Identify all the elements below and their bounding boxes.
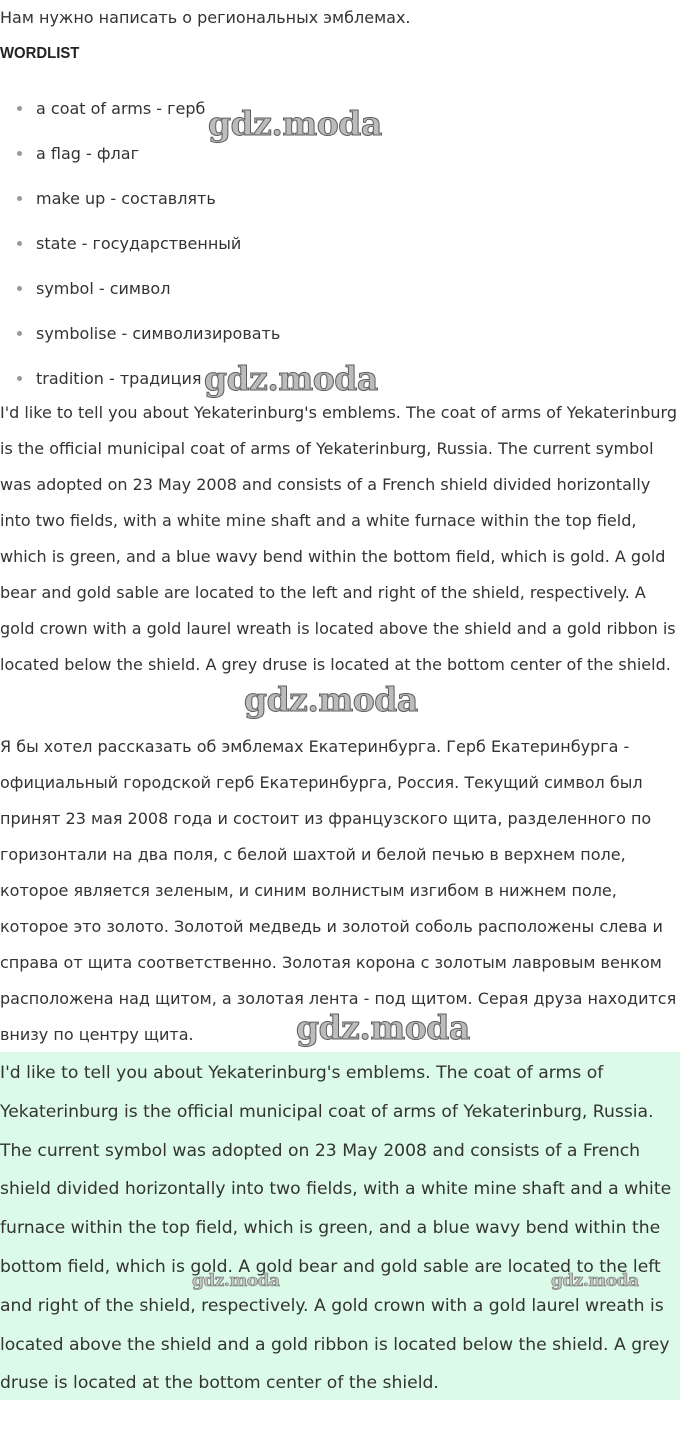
bullet-icon — [17, 106, 22, 111]
list-item — [0, 86, 280, 131]
wordlist-heading: WORDLIST — [0, 45, 80, 62]
list-item-text: state - государственный — [36, 234, 242, 253]
list-item — [0, 221, 280, 266]
answer-block — [0, 1052, 680, 1400]
list-item — [0, 311, 280, 356]
list-item-text: tradition - традиция — [36, 369, 202, 388]
watermark-logo: gdz.moda — [551, 1271, 639, 1291]
list-item-text: symbol - символ — [36, 279, 171, 298]
bullet-icon — [17, 286, 22, 291]
intro-text: Нам нужно написать о региональных эмблемах. — [0, 8, 411, 27]
wordlist — [0, 86, 280, 401]
russian-paragraph: Я бы хотел рассказать об эмблемах Екатеринбурга. Герб Екатеринбурга - официальный городской герб Екатеринбурга, Россия. Текущий символ был принят 23 мая 2008 года и состоит из французского щита, разделенного по горизонтали на два поля, с белой шахтой и белой печью в верхнем поле, которое является зеленым, и синим волнистым изгибом в нижнем поле, которое это золото. Золотой медведь и золотой соболь расположены слева и справа от щита соответственно. Золотая корона с золотым лавровым венком расположена над щитом, а золотая лента - под щитом. Серая друза находится внизу по центру щита. — [0, 737, 677, 1044]
watermark-logo: gdz.moda — [192, 1271, 280, 1291]
bullet-icon — [17, 376, 22, 381]
answer-text: I'd like to tell you about Yekaterinburg's emblems. The coat of arms of Yekaterinburg is the official municipal coat of arms of Yekaterinburg, Russia. The current symbol was adopted on 23 May 2008 and consists of a French shield divided horizontally into two fields, with a white mine shaft and a white furnace within the top field, which is green, and a blue wavy bend within the bottom field, which is gold. A gold bear and gold sable are located to the left and right of the shield, respectively. A gold crown with a gold laurel wreath is located above the shield and a gold ribbon is located below the shield. A grey druse is located at the bottom center of the shield. — [0, 1063, 672, 1394]
watermark-logo: gdz.moda — [296, 1008, 470, 1047]
watermark-logo: gdz.moda — [204, 359, 378, 398]
bullet-icon — [17, 196, 22, 201]
bullet-icon — [17, 331, 22, 336]
list-item-text: symbolise - символизировать — [36, 324, 281, 343]
bullet-icon — [17, 151, 22, 156]
bullet-icon — [17, 241, 22, 246]
english-paragraph: I'd like to tell you about Yekaterinburg's emblems. The coat of arms of Yekaterinburg is the official municipal coat of arms of Yekaterinburg, Russia. The current symbol was adopted on 23 May 2008 and consists of a French shield divided horizontally into two fields, with a white mine shaft and a white furnace within the top field, which is green, and a blue wavy bend within the bottom field, which is gold. A gold bear and gold sable are located to the left and right of the shield, respectively. A gold crown with a gold laurel wreath is located above the shield and a gold ribbon is located below the shield. A grey druse is located at the bottom center of the shield. — [0, 403, 677, 674]
list-item-text: make up - составлять — [36, 189, 216, 208]
list-item — [0, 266, 280, 311]
list-item — [0, 131, 280, 176]
list-item-text: a coat of arms - герб — [36, 99, 206, 118]
watermark-logo: gdz.moda — [208, 104, 382, 143]
watermark-logo: gdz.moda — [244, 680, 418, 719]
list-item-text: a flag - флаг — [36, 144, 139, 163]
list-item — [0, 176, 280, 221]
